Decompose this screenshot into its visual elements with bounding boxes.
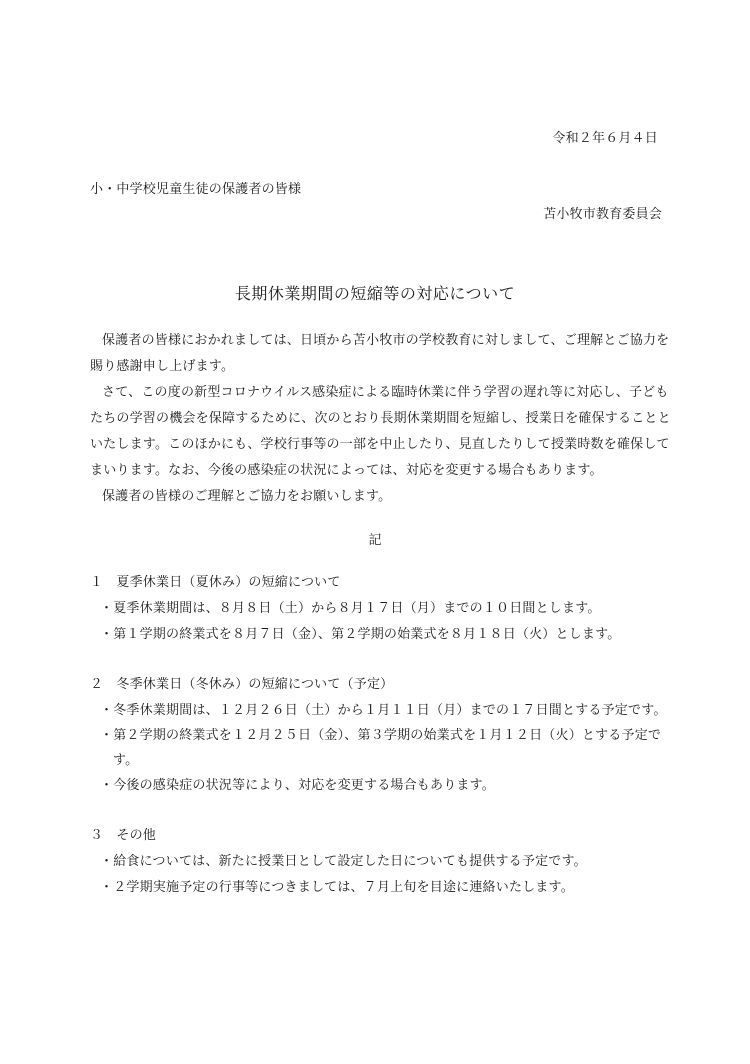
- paragraph-1-line-1: 保護者の皆様におかれましては、日頃から苫小牧市の学校教育に対しまして、ご理解とご協力を: [102, 333, 670, 348]
- paragraph-2-line-3: いたします。このほかにも、学校行事等の一部を中止したり、見直したりして授業時数を確保して: [90, 437, 670, 452]
- paragraph-1-line-2: 賜り感謝申し上げます。: [90, 359, 235, 374]
- section-3-heading: ３ その他: [90, 828, 157, 843]
- ki-heading: 記: [368, 533, 382, 548]
- section-2-item-2-line-1: ・第２学期の終業式を１２月２５日（金）、第３学期の始業式を１月１２日（火）とする予定で: [100, 728, 662, 743]
- paragraph-2-line-2: たちの学習の機会を保障するために、次のとおり長期休業期間を短縮し、授業日を確保することと: [90, 411, 671, 426]
- section-2-item-1: ・冬季休業期間は、１２月２６日（土）から１月１１日（月）までの１７日間とする予定です。: [100, 703, 667, 718]
- section-1-item-2: ・第１学期の終業式を８月７日（金）、第２学期の始業式を８月１８日（火）とします。: [100, 627, 621, 642]
- section-2-heading: ２ 冬季休業日（冬休み）の短縮について（予定）: [90, 677, 394, 692]
- paragraph-2-line-4: まいります。なお、今後の感染症の状況によっては、対応を変更する場合もあります。: [90, 463, 603, 478]
- section-1-item-1: ・夏季休業期間は、８月８日（土）から８月１７日（月）までの１０日間とします。: [100, 601, 601, 616]
- section-2-item-3: ・今後の感染症の状況等により、対応を変更する場合もあります。: [100, 778, 495, 793]
- sender: 苫小牧市教育委員会: [543, 207, 662, 222]
- section-3-item-1: ・給食については、新たに授業日として設定した日についても提供する予定です。: [100, 854, 587, 869]
- addressee: 小・中学校児童生徒の保護者の皆様: [90, 182, 302, 197]
- paragraph-3-line-1: 保護者の皆様のご理解とご協力をお願いします。: [102, 489, 392, 504]
- section-1-heading: １ 夏季休業日（夏休み）の短縮について: [90, 575, 341, 590]
- document-title: 長期休業期間の短縮等の対応について: [234, 284, 516, 303]
- paragraph-2-line-1: さて、この度の新型コロナウイルス感染症による臨時休業に伴う学習の遅れ等に対応し、子ども: [102, 385, 669, 400]
- section-2-item-2-line-2: す。: [113, 753, 139, 768]
- document-date: 令和２年６月４日: [552, 131, 658, 146]
- section-3-item-2: ・２学期実施予定の行事等につきましては、７月上旬を目途に連絡いたします。: [100, 880, 574, 895]
